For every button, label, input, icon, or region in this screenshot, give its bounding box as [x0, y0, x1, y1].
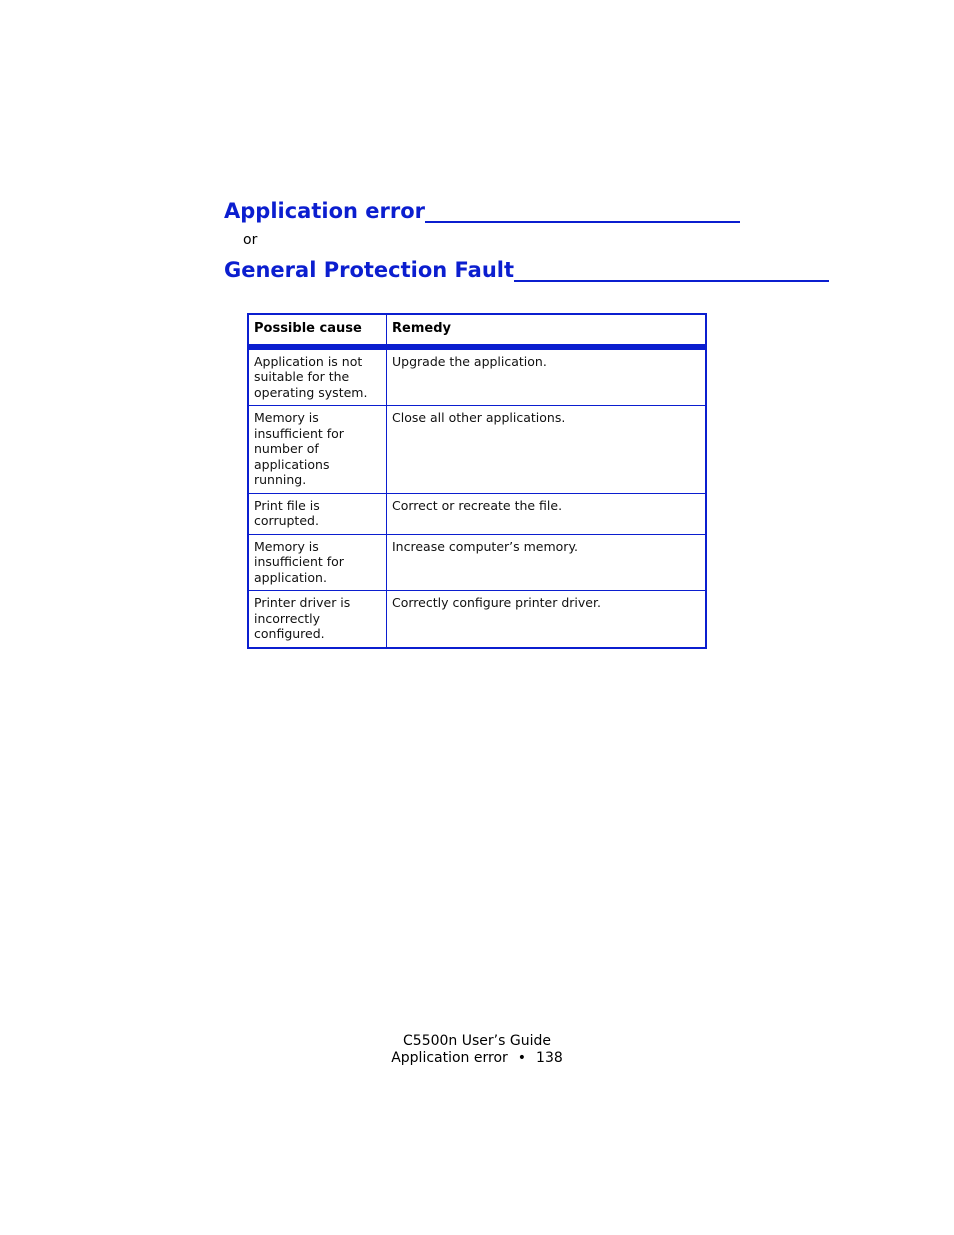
cause-cell: Memory is insufficient for application. [248, 534, 387, 591]
heading-rule: ______________________________ [425, 199, 740, 223]
table-header-row [248, 314, 706, 347]
footer-section: Application error [391, 1050, 508, 1066]
remedy-cell: Increase computer’s memory. [387, 534, 707, 591]
footer-page-info [0, 1050, 954, 1067]
footer-bullet: • [517, 1050, 527, 1066]
remedy-cell: Upgrade the application. [387, 347, 707, 406]
heading-rule: ______________________________ [514, 258, 830, 282]
footer-page-number: 138 [536, 1050, 563, 1066]
table-row [248, 493, 706, 534]
cause-cell: Print file is corrupted. [248, 493, 387, 534]
footer-guide-title: C5500n User’s Guide [403, 1033, 551, 1049]
heading-general-protection-fault [224, 257, 830, 283]
cause-remedy-table [247, 313, 707, 649]
or-text: or [243, 232, 258, 248]
table-row [248, 406, 706, 494]
cause-cell: Application is not suitable for the operating system. [248, 347, 387, 406]
remedy-cell: Close all other applications. [387, 406, 707, 494]
cause-cell: Printer driver is incorrectly configured. [248, 591, 387, 648]
heading-application-error-text: Application error [224, 199, 425, 223]
table-row [248, 347, 706, 406]
remedy-cell: Correct or recreate the file. [387, 493, 707, 534]
header-remedy: Remedy [387, 314, 707, 347]
table-row [248, 591, 706, 648]
cause-cell: Memory is insufficient for number of applications running. [248, 406, 387, 494]
heading-application-error [224, 198, 740, 224]
table-row [248, 534, 706, 591]
heading-general-protection-fault-text: General Protection Fault [224, 258, 515, 282]
header-possible-cause: Possible cause [248, 314, 387, 347]
remedy-cell: Correctly configure printer driver. [392, 595, 601, 610]
